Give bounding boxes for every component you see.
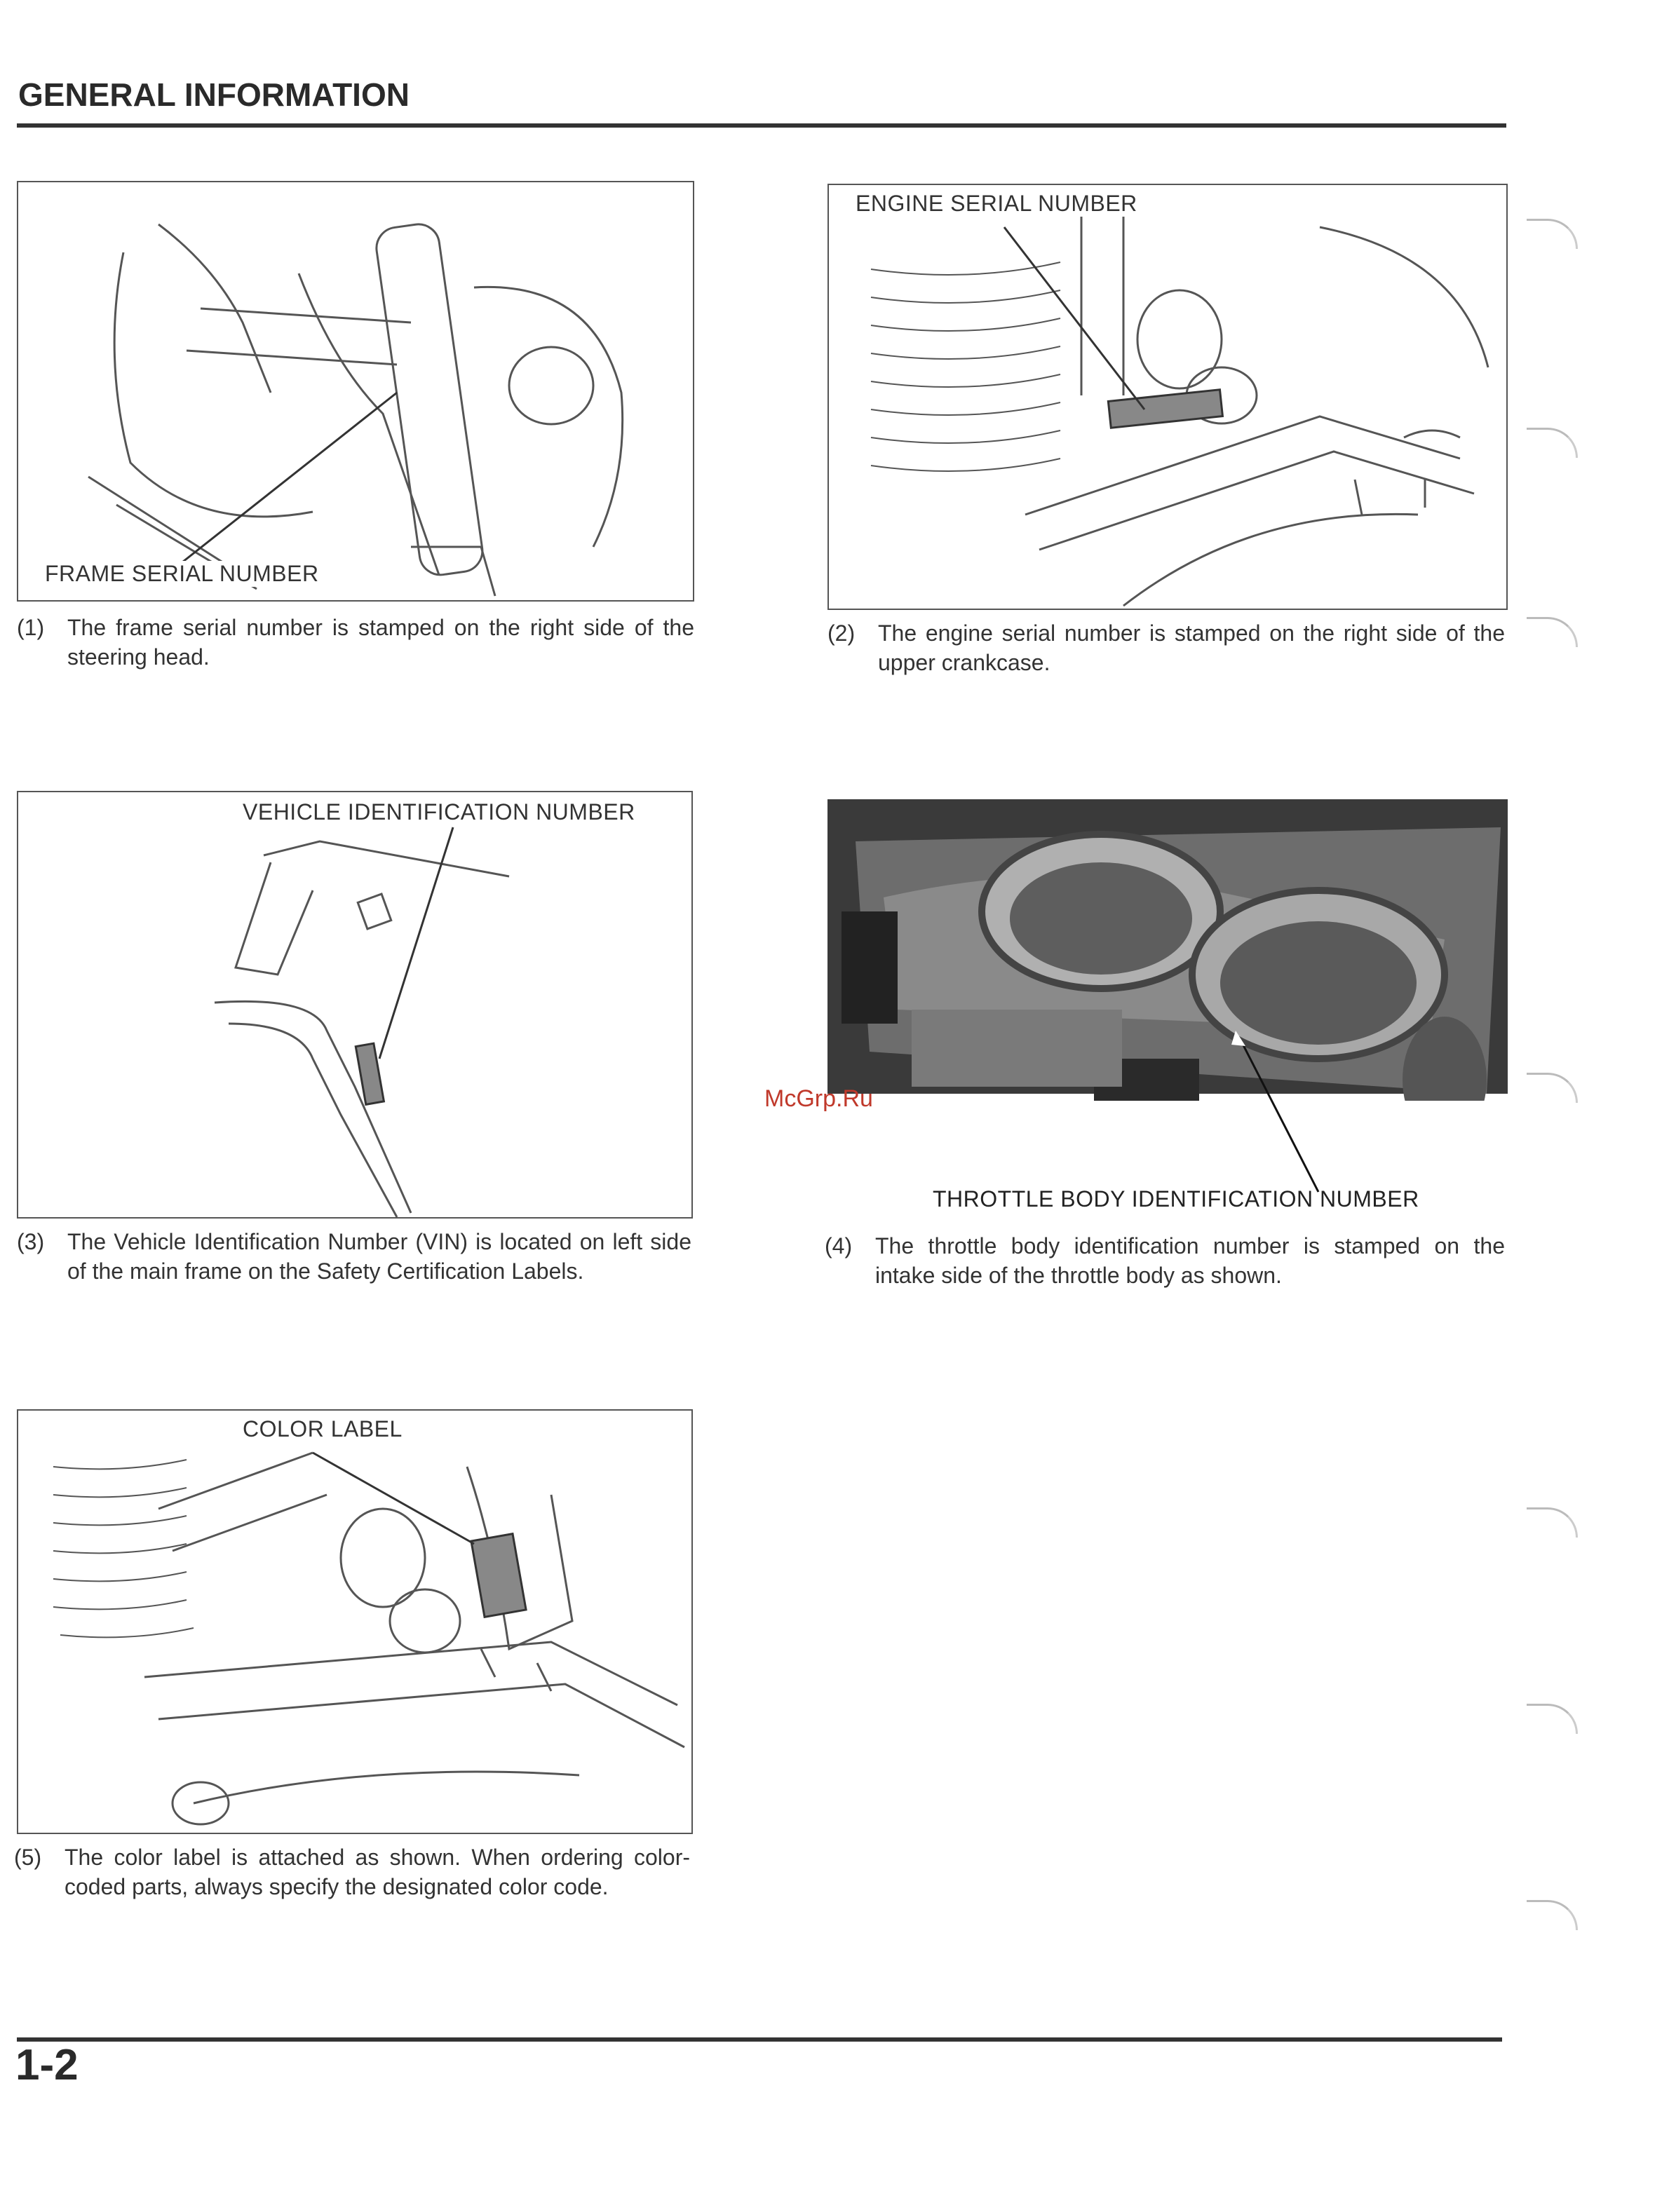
caption-number: (2) — [827, 620, 856, 646]
caption-number: (4) — [825, 1233, 853, 1258]
color-label-drawing — [18, 1411, 691, 1833]
header-rule — [17, 123, 1506, 128]
frame-serial-label: FRAME SERIAL NUMBER — [42, 561, 322, 587]
caption-text: The throttle body identification number is stamped on the intake side of the throttle body as shown. — [875, 1233, 1505, 1288]
frame-serial-caption — [17, 613, 694, 672]
margin-mark — [1527, 219, 1578, 249]
margin-mark — [1527, 1900, 1578, 1930]
caption-number: (3) — [17, 1229, 45, 1254]
caption-text: The color label is attached as shown. When ordering color-coded parts, always specify the designated color code. — [65, 1845, 690, 1899]
margin-mark — [1527, 1507, 1578, 1538]
engine-serial-caption — [827, 618, 1505, 677]
color-label-caption — [14, 1843, 690, 1901]
margin-mark — [1527, 1073, 1578, 1103]
frame-serial-figure — [17, 181, 694, 602]
engine-serial-label: ENGINE SERIAL NUMBER — [853, 191, 1140, 217]
caption-text: The frame serial number is stamped on the right side of the steering head. — [67, 615, 694, 670]
frame-drawing — [18, 182, 693, 600]
footer-rule — [17, 2037, 1502, 2042]
engine-serial-figure — [827, 184, 1508, 610]
color-label-label: COLOR LABEL — [240, 1416, 405, 1442]
throttle-body-photo — [827, 799, 1508, 1220]
caption-number: (1) — [17, 615, 45, 640]
engine-drawing — [829, 185, 1506, 609]
vin-figure — [17, 791, 693, 1219]
section-title: GENERAL INFORMATION — [18, 76, 410, 113]
caption-text: The Vehicle Identification Number (VIN) is located on left side of the main frame on the Safety Certification Labels. — [67, 1229, 691, 1284]
vin-label: VEHICLE IDENTIFICATION NUMBER — [240, 799, 638, 825]
margin-mark — [1527, 1704, 1578, 1734]
vin-caption — [17, 1227, 691, 1286]
throttle-body-image — [827, 799, 1508, 1220]
page-number: 1-2 — [15, 2041, 79, 2089]
margin-mark — [1527, 617, 1578, 647]
vin-drawing — [18, 792, 691, 1217]
caption-number: (5) — [14, 1845, 42, 1870]
throttle-body-caption — [825, 1231, 1505, 1290]
margin-mark — [1527, 428, 1578, 458]
throttle-body-label: THROTTLE BODY IDENTIFICATION NUMBER — [933, 1186, 1419, 1212]
caption-text: The engine serial number is stamped on the right side of the upper crankcase. — [878, 620, 1505, 675]
color-label-figure — [17, 1409, 693, 1834]
watermark: McGrp.Ru — [764, 1085, 873, 1112]
